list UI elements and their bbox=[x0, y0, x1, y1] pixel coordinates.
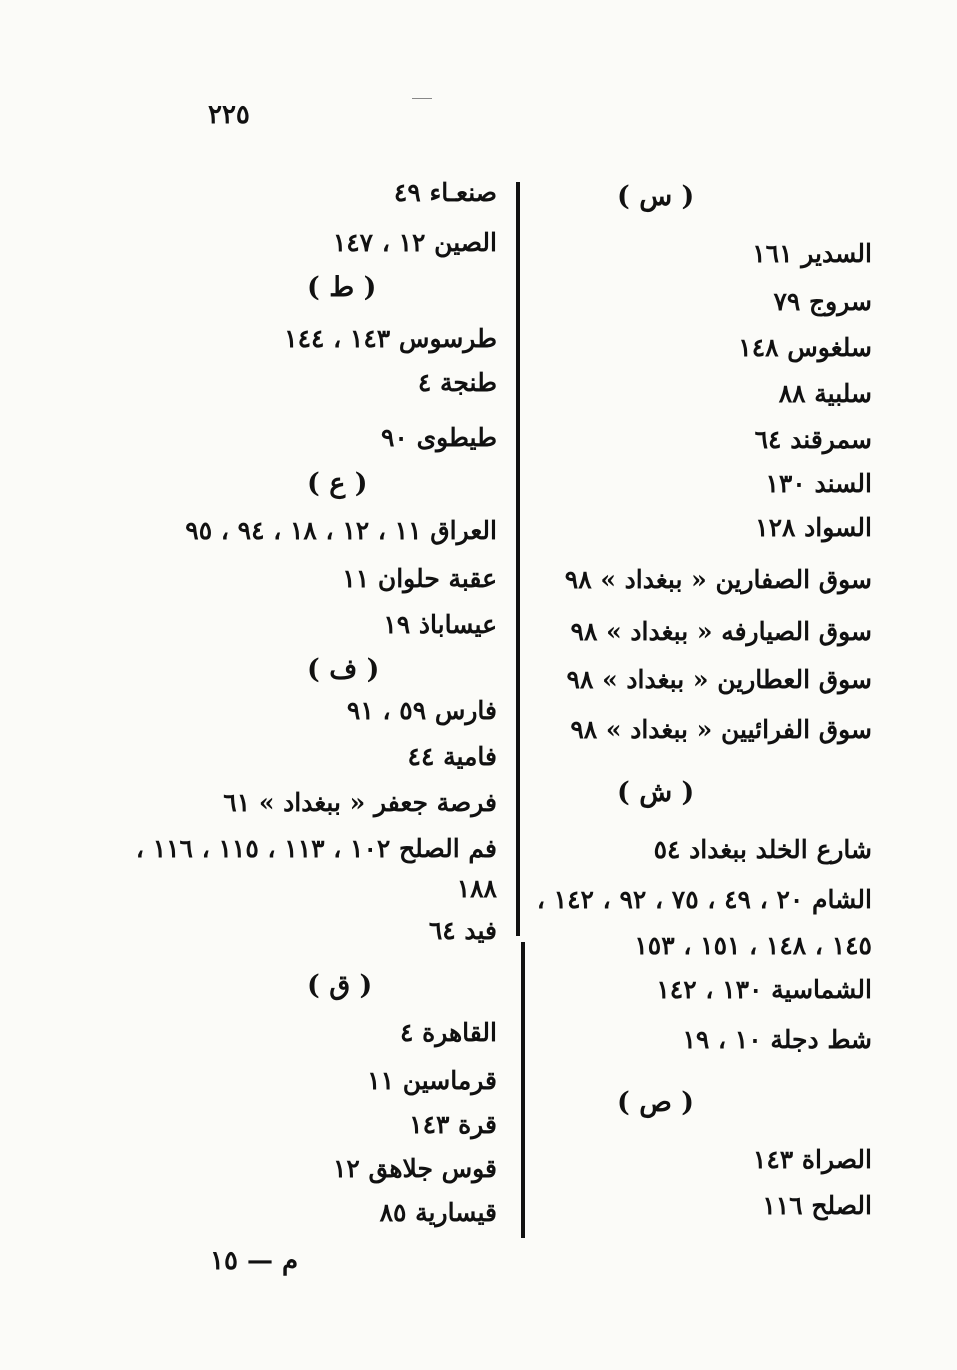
index-entry: شط دجلة ١٠ ، ١٩ bbox=[682, 1025, 872, 1054]
index-entry: صنعـاء ٤٩ bbox=[393, 178, 497, 207]
index-entry: ١٤٥ ، ١٤٨ ، ١٥١ ، ١٥٣ bbox=[634, 931, 872, 960]
signature-mark: م — ١٥ bbox=[210, 1246, 299, 1276]
index-entry: فرصة جعفر « ببغداد » ٦١ bbox=[223, 788, 497, 817]
index-entry: طيطوى ٩٠ bbox=[381, 423, 497, 452]
section-heading: ( ع ) bbox=[307, 468, 368, 499]
decorative-dash bbox=[412, 98, 432, 99]
index-entry: فامية ٤٤ bbox=[407, 742, 497, 771]
index-entry: الشماسية ١٣٠ ، ١٤٢ bbox=[656, 975, 872, 1004]
column-divider bbox=[516, 182, 520, 936]
index-entry: السواد ١٢٨ bbox=[755, 513, 872, 542]
index-entry: السند ١٣٠ bbox=[765, 469, 872, 498]
index-entry: الصراة ١٤٣ bbox=[752, 1145, 872, 1174]
index-entry: قرة ١٤٣ bbox=[409, 1110, 497, 1139]
index-entry: قوس جلاهق ١٢ bbox=[332, 1154, 497, 1183]
index-entry: عقبة حلوان ١١ bbox=[342, 564, 497, 593]
section-heading: ( ق ) bbox=[307, 970, 373, 1001]
index-entry: فم الصلح ١٠٢ ، ١١٣ ، ١١٥ ، ١١٦ ، bbox=[135, 834, 497, 863]
index-entry: سروج ٧٩ bbox=[773, 287, 872, 316]
index-entry: السدير ١٦١ bbox=[752, 239, 872, 268]
section-heading: ( ش ) bbox=[617, 777, 695, 808]
index-entry: سوق العطارين « ببغداد » ٩٨ bbox=[566, 665, 872, 694]
index-entry: الشام ٢٠ ، ٤٩ ، ٧٥ ، ٩٢ ، ١٤٢ ، bbox=[536, 885, 872, 914]
index-entry: شارع الخلد ببغداد ٥٤ bbox=[653, 835, 872, 864]
index-entry: فارس ٥٩ ، ٩١ bbox=[346, 696, 497, 725]
section-heading: ( ط ) bbox=[307, 272, 377, 303]
index-entry: سمرقند ٦٤ bbox=[754, 425, 872, 454]
index-entry: القاهرة ٤ bbox=[399, 1018, 497, 1047]
index-entry: طنجة ٤ bbox=[417, 368, 497, 397]
index-entry: سوق الصفارين « ببغداد » ٩٨ bbox=[564, 565, 872, 594]
index-entry: سوق الفرائيين « ببغداد » ٩٨ bbox=[570, 715, 872, 744]
index-entry: سوق الصيارفه « ببغداد » ٩٨ bbox=[570, 617, 872, 646]
index-entry: الصلح ١١٦ bbox=[762, 1191, 872, 1220]
index-entry: الصين ١٢ ، ١٤٧ bbox=[332, 228, 497, 257]
index-entry: عيساباذ ١٩ bbox=[383, 610, 497, 639]
index-entry: العراق ١١ ، ١٢ ، ١٨ ، ٩٤ ، ٩٥ bbox=[185, 516, 497, 545]
section-heading: ( ف ) bbox=[307, 654, 380, 685]
index-entry: قيسارية ٨٥ bbox=[379, 1198, 497, 1227]
index-entry: سلبية ٨٨ bbox=[778, 379, 872, 408]
index-entry: ١٨٨ bbox=[456, 874, 497, 903]
page-number: ٢٢٥ bbox=[208, 100, 250, 130]
index-entry: فيد ٦٤ bbox=[428, 916, 497, 945]
index-entry: طرسوس ١٤٣ ، ١٤٤ bbox=[284, 324, 497, 353]
index-entry: قرماسين ١١ bbox=[367, 1066, 497, 1095]
column-divider bbox=[521, 942, 525, 1238]
index-entry: سلغوس ١٤٨ bbox=[738, 333, 872, 362]
section-heading: ( س ) bbox=[617, 181, 695, 212]
section-heading: ( ص ) bbox=[617, 1087, 695, 1118]
